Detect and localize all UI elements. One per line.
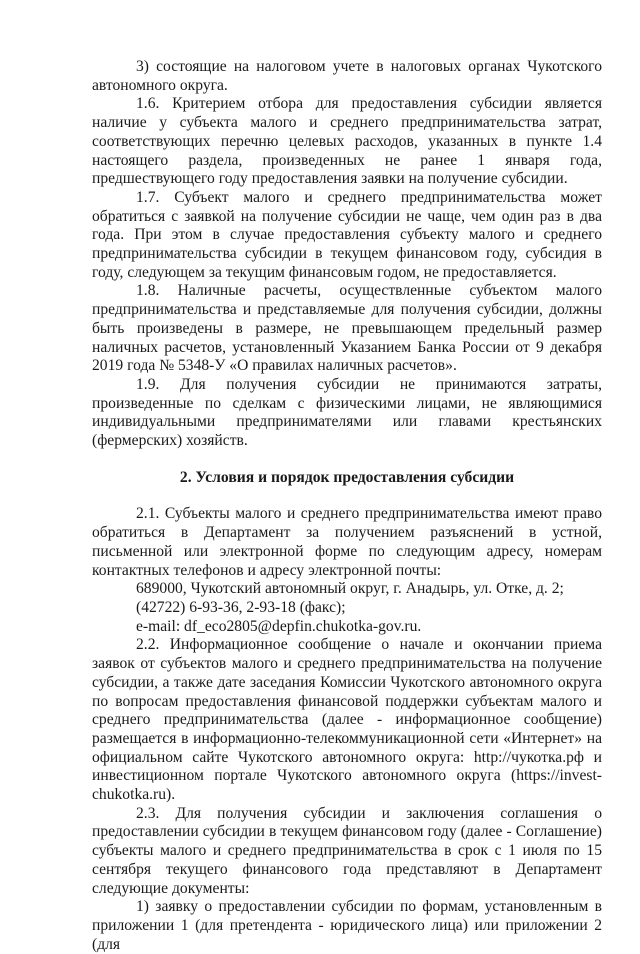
section-heading: 2. Условия и порядок предоставления субсидии xyxy=(179,468,515,486)
paragraph-1-6: 1.6. Критерием отбора для предоставления субсидии является наличие у субъекта малого и среднего предпринимательства затрат, соответствующих перечню целевых расходов, указанных в пункте 1.4 настоящего раздела, произведенных не ранее 1 января года, предшествующего году предоставления заявки на получение субсидии. xyxy=(92,95,602,188)
paragraph-2-3: 2.3. Для получения субсидии и заключения соглашения о предоставлении субсидии в текущем финансовом году (далее - Соглашение) субъекты малого и среднего предпринимательства в срок с 1 июля по 15 сентября текущего финансового года представляют в Департамент следующие документы: xyxy=(92,804,602,897)
paragraph-2-2: 2.2. Информационное сообщение о начале и окончании приема заявок от субъектов малого и среднего предпринимательства на получение субсидии, а также дате заседания Комиссии Чукотского автономного округа по вопросам предоставления финансовой поддержки субъектам малого и среднего предпринимательства (далее - информационное сообщение) размещается в информационно-телекоммуникационной сети «Интернет» на официальном сайте Чукотского автономного округа: http://чукотка.рф и инвестиционном портале Чукотского автономного округа (https://invest-chukotka.ru). xyxy=(92,636,602,804)
paragraph-2-3-item-1: 1) заявку о предоставлении субсидии по формам, установленным в приложении 1 (для претендента - юридического лица) или приложении 2 (для xyxy=(92,898,602,953)
paragraph-1-7: 1.7. Субъект малого и среднего предпринимательства может обратиться с заявкой на получение субсидии не чаще, чем один раз в два года. При этом в случае предоставления субъекту малого и среднего предпринимательства субсидии в текущем финансовом году, субсидия в году, следующем за текущим финансовым годом, не предоставляется. xyxy=(92,188,602,281)
paragraph-1-5-item-3: 3) состоящие на налоговом учете в налоговых органах Чукотского автономного округа. xyxy=(92,58,602,94)
paragraph-2-1: 2.1. Субъекты малого и среднего предпринимательства имеют право обратиться в Департамент за получением разъяснений в устной, письменной или электронной форме по следующим адресу, номерам контактных телефонов и адресу электронной почты: xyxy=(92,505,602,579)
address-line-email: e-mail: df_eco2805@depfin.chukotka-gov.ru. xyxy=(136,617,422,635)
paragraph-1-8: 1.8. Наличные расчеты, осуществленные субъектом малого предпринимательства и представляемые для получения субсидии, должны быть произведены в размере, не превышающем предельный размер наличных расчетов, установленный Указанием Банка России от 9 декабря 2019 года № 5348-У «О правилах наличных расчетов». xyxy=(92,282,602,375)
address-line-phone: (42722) 6-93-36, 2-93-18 (факс); xyxy=(136,598,346,616)
paragraph-1-9: 1.9. Для получения субсидии не принимаются затраты, произведенные по сделкам с физическими лицами, не являющимися индивидуальными предпринимателями или главами крестьянских (фермерских) хозяйств. xyxy=(92,375,602,450)
document-body xyxy=(92,58,602,954)
address-line-postal: 689000, Чукотский автономный округ, г. Анадырь, ул. Отке, д. 2; xyxy=(136,580,564,598)
